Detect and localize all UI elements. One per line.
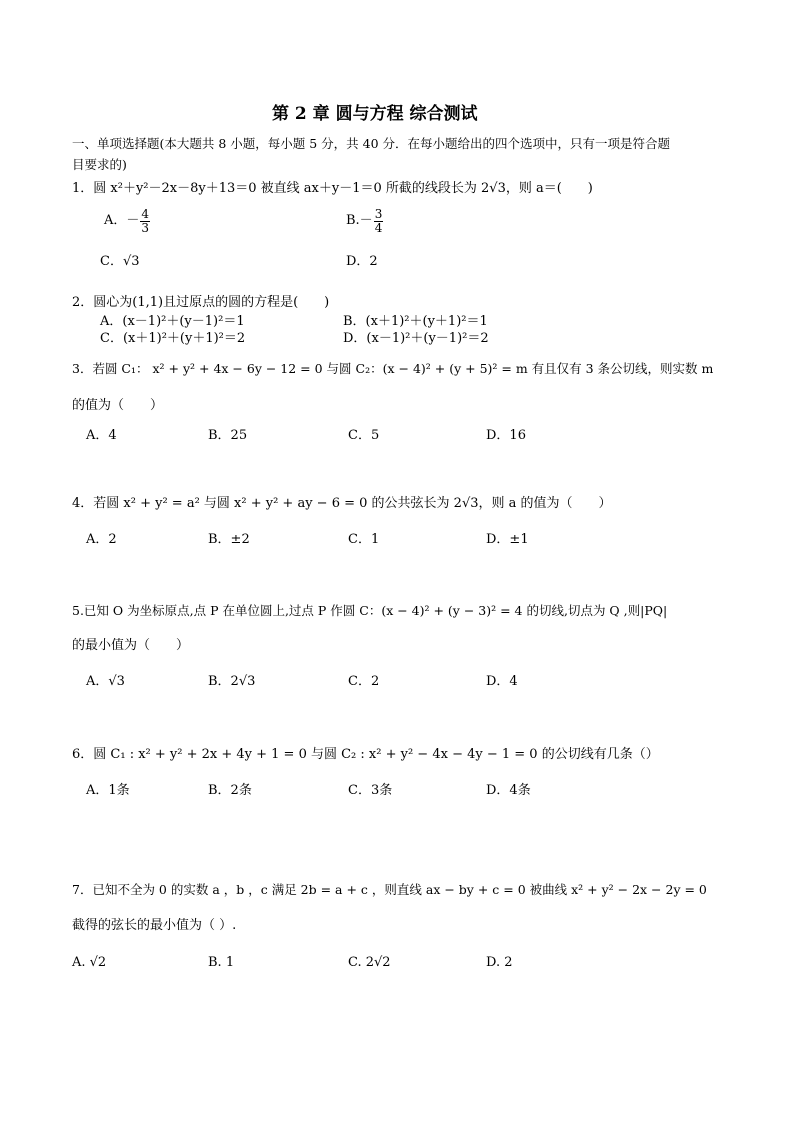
page-title: 第 2 章 圆与方程 综合测试 <box>272 104 478 124</box>
question-3-stem: 3．若圆 C₁： x² + y² + 4x − 6y − 12 = 0 与圆 C₂：(x − 4)² + (y + 5)² = m 有且仅有 3 条公切线，则实数 m <box>72 361 714 376</box>
question-3-stem-cont: 的值为（ ） <box>72 398 164 413</box>
question-2-option-d: D．(x－1)²＋(y－1)²＝2 <box>343 331 489 346</box>
question-5-stem: 5.已知 O 为坐标原点,点 P 在单位圆上,过点 P 作圆 C：(x − 4)² + (y − 3)² = 4 的切线,切点为 Q ,则|PQ| <box>72 603 668 618</box>
question-5-option-a: A．√3 <box>86 674 125 689</box>
section-heading-cont: 目要求的) <box>72 157 127 172</box>
fraction-numerator: 4 <box>141 207 150 221</box>
option-label: A．－ <box>104 213 140 229</box>
section-heading: 一、单项选择题(本大题共 8 小题，每小题 5 分，共 40 分．在每小题给出的四个选项中，只有一项是符合题 <box>72 136 671 151</box>
question-4-option-c: C．1 <box>348 532 380 547</box>
fraction-denominator: 3 <box>141 220 150 235</box>
fraction <box>140 208 150 234</box>
question-6-stem: 6．圆 C₁ : x² + y² + 2x + 4y + 1 = 0 与圆 C₂ : x² + y² − 4x − 4y − 1 = 0 的公切线有几条（） <box>72 747 659 762</box>
question-4-option-b: B．±2 <box>208 532 250 547</box>
question-3-option-a: A．4 <box>86 428 117 443</box>
option-label: B.－ <box>346 213 373 229</box>
question-2-option-a: A．(x－1)²＋(y－1)²＝1 <box>100 314 245 329</box>
question-3-option-c: C．5 <box>348 428 380 443</box>
question-6-option-d: D．4条 <box>486 783 531 798</box>
question-7-option-b: B. 1 <box>208 955 235 970</box>
question-1-option-a <box>104 208 150 234</box>
question-2-option-c: C．(x＋1)²＋(y＋1)²＝2 <box>100 331 246 346</box>
question-6-option-b: B．2条 <box>208 783 252 798</box>
question-1-option-d: D．2 <box>346 254 378 269</box>
question-7-option-d: D. 2 <box>486 955 513 970</box>
question-6-option-c: C．3条 <box>348 783 393 798</box>
question-2-option-b: B．(x＋1)²＋(y＋1)²＝1 <box>343 314 488 329</box>
question-5-option-b: B．2√3 <box>208 674 256 689</box>
question-7-stem: 7．已知不全为 0 的实数 a ，b ，c 满足 2b = a + c ，则直线 ax − by + c = 0 被曲线 x² + y² − 2x − 2y = 0 <box>72 882 707 897</box>
question-4-stem: 4．若圆 x² + y² = a² 与圆 x² + y² + ay − 6 = 0 的公共弦长为 2√3，则 a 的值为（ ） <box>72 496 612 511</box>
fraction-denominator: 4 <box>374 220 383 235</box>
question-7-option-a: A. √2 <box>72 955 107 970</box>
question-7-option-c: C. 2√2 <box>348 955 391 970</box>
fraction-numerator: 3 <box>374 207 383 221</box>
question-6-option-a: A．1条 <box>86 783 130 798</box>
question-3-option-d: D．16 <box>486 428 526 443</box>
question-2-stem: 2．圆心为(1,1)且过原点的圆的方程是( ) <box>72 295 330 310</box>
question-1-option-b <box>346 208 383 234</box>
question-1-stem: 1．圆 x²＋y²－2x－8y＋13＝0 被直线 ax＋y－1＝0 所截的线段长为 2√3，则 a＝( ) <box>72 181 593 196</box>
question-5-option-d: D．4 <box>486 674 518 689</box>
question-3-option-b: B．25 <box>208 428 248 443</box>
question-4-option-a: A．2 <box>86 532 117 547</box>
question-4-option-d: D．±1 <box>486 532 529 547</box>
fraction <box>374 208 384 234</box>
question-5-option-c: C．2 <box>348 674 380 689</box>
question-5-stem-cont: 的最小值为（ ） <box>72 638 190 653</box>
question-1-option-c: C．√3 <box>100 254 140 269</box>
question-7-stem-cont: 截得的弦长的最小值为（ ）. <box>72 918 237 933</box>
